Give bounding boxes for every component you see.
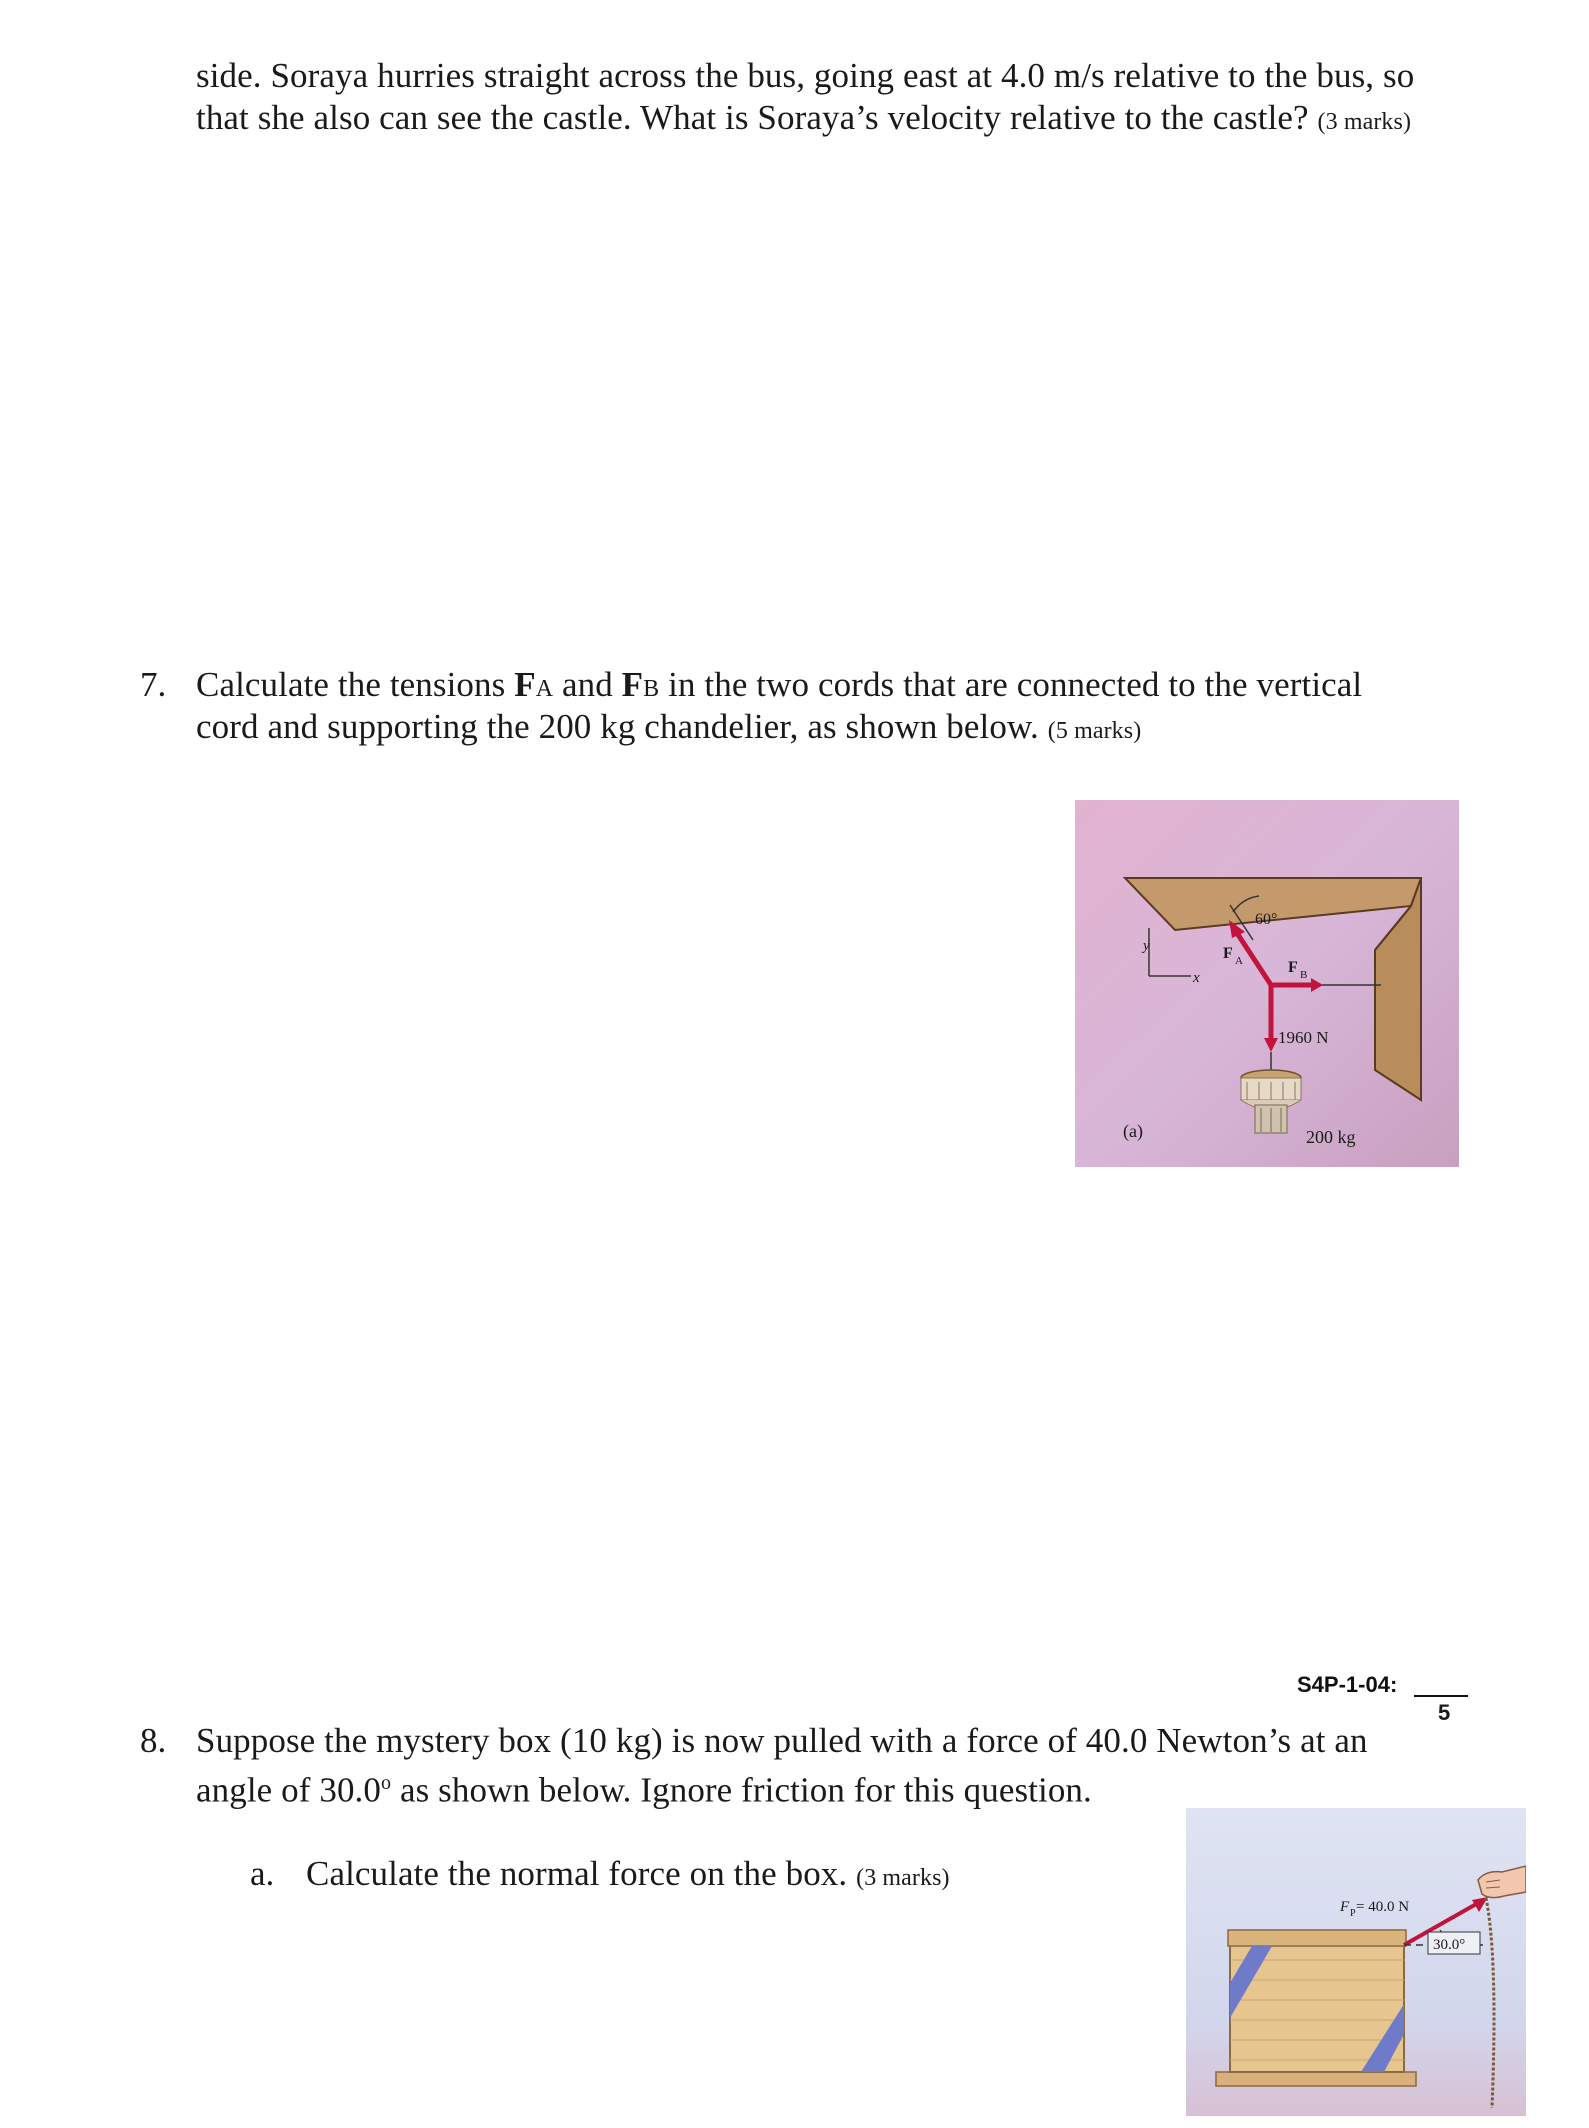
fa-label-sub: A xyxy=(1235,955,1243,967)
mass-label: 200 kg xyxy=(1306,1127,1356,1147)
q8-text-2a: angle of 30.0 xyxy=(196,1770,381,1810)
q8a-text: Calculate the normal force on the box. xyxy=(306,1854,848,1893)
q7-text-1b: in the two cords that are connected to the vertical xyxy=(659,665,1363,704)
q7-fb: F xyxy=(621,665,644,704)
q8a-line xyxy=(306,1853,950,1899)
q7-number: 7. xyxy=(140,665,167,704)
q8-degree: o xyxy=(381,1772,392,1794)
fb-label-sub: B xyxy=(1300,969,1308,981)
q6-marks: (3 marks) xyxy=(1317,109,1412,135)
q8-number: 8. xyxy=(140,1721,167,1760)
q6-text-1: side. Soraya hurries straight across the bus, going east at 4.0 m/s relative to the bus, so xyxy=(196,56,1415,95)
floor xyxy=(1216,2072,1416,2086)
box-figure xyxy=(1186,1808,1526,2116)
q6-line-1 xyxy=(196,55,1414,97)
angle-30-label: 30.0° xyxy=(1433,1937,1466,1953)
q8-line-2 xyxy=(196,1762,1092,1812)
panel-label: (a) xyxy=(1123,1121,1143,1141)
angle-60-label: 60° xyxy=(1255,911,1278,928)
fa-label: F xyxy=(1223,945,1233,962)
q8-text-1: Suppose the mystery box (10 kg) is now pulled with a force of 40.0 Newton’s at an xyxy=(196,1721,1368,1760)
q6-text-2: that she also can see the castle. What is Soraya’s velocity relative to the castle? xyxy=(196,98,1309,137)
q7-text-1a: Calculate the tensions xyxy=(196,665,515,704)
weight-label: 1960 N xyxy=(1278,1028,1329,1047)
q7-text-2: cord and supporting the 200 kg chandelier, as shown below. xyxy=(196,707,1039,746)
q8a-marks: (3 marks) xyxy=(856,1865,950,1891)
q8-text-2b: as shown below. Ignore friction for this question. xyxy=(391,1770,1092,1810)
q7-fa-sub: A xyxy=(535,676,554,702)
q7-line-2 xyxy=(196,706,1141,752)
outcome-code: S4P-1-04: xyxy=(1297,1672,1398,1697)
q8-line-1 xyxy=(196,1720,1368,1762)
q7-marks: (5 marks) xyxy=(1047,718,1142,744)
q7-line-1 xyxy=(196,664,1362,710)
fb-label: F xyxy=(1288,959,1298,976)
score-blank xyxy=(1414,1695,1468,1697)
force-label: F xyxy=(1340,1899,1350,1915)
force-value: = 40.0 N xyxy=(1356,1899,1410,1915)
q8a-letter: a. xyxy=(250,1854,275,1893)
q7-fb-sub: B xyxy=(643,676,660,702)
chandelier-figure xyxy=(1075,800,1459,1167)
box-diagram xyxy=(1186,1808,1526,2116)
score-total: 5 xyxy=(1438,1700,1451,1725)
q7-fa: F xyxy=(514,665,536,704)
x-axis-label: x xyxy=(1193,970,1200,986)
q6-line-2 xyxy=(196,97,1411,143)
y-axis-label: y xyxy=(1143,938,1150,954)
q7-and: and xyxy=(553,665,622,704)
force-label-sub: P xyxy=(1350,1908,1356,1919)
chandelier-diagram xyxy=(1075,800,1459,1167)
